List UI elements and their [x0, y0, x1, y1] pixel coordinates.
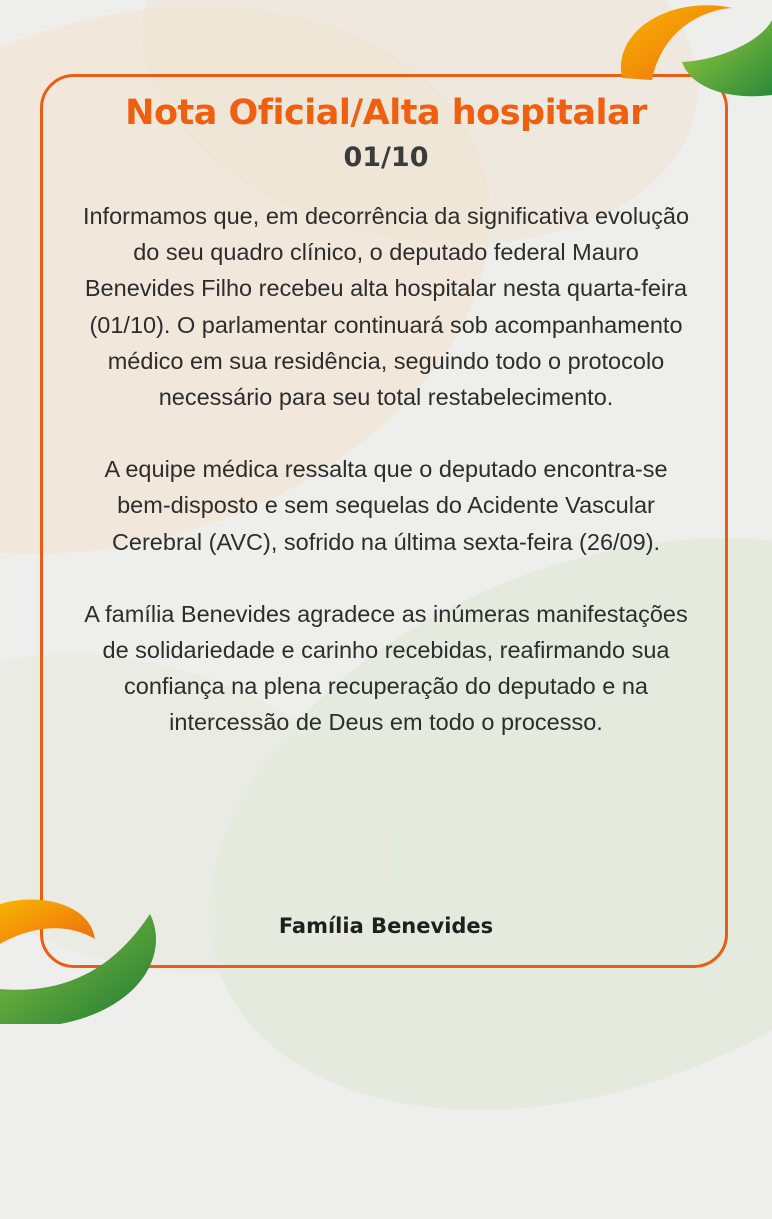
- note-title: Nota Oficial/Alta hospitalar: [125, 93, 647, 133]
- note-body: [80, 198, 692, 777]
- note-date: 01/10: [343, 142, 429, 173]
- paragraph-3: A família Benevides agradece as inúmeras manifestações de solidariedade e carinho recebidas, reafirmando sua confiança na plena recuperação do deputado e na intercessão de Deus em todo o processo.: [84, 600, 688, 736]
- signature: Família Benevides: [278, 914, 494, 938]
- paragraph-2: A equipe médica ressalta que o deputado encontra-se bem-disposto e sem sequelas do Acidente Vascular Cerebral (AVC), sofrido na última sexta-feira (26/09).: [104, 456, 668, 555]
- paragraph-1: Informamos que, em decorrência da significativa evolução do seu quadro clínico, o deputado federal Mauro Benevides Filho recebeu alta hospitalar nesta quarta-feira (01/10). O parlamentar continuará sob acompanhamento médico em sua residência, seguindo todo o protocolo necessário para seu total restabelecimento.: [82, 203, 690, 411]
